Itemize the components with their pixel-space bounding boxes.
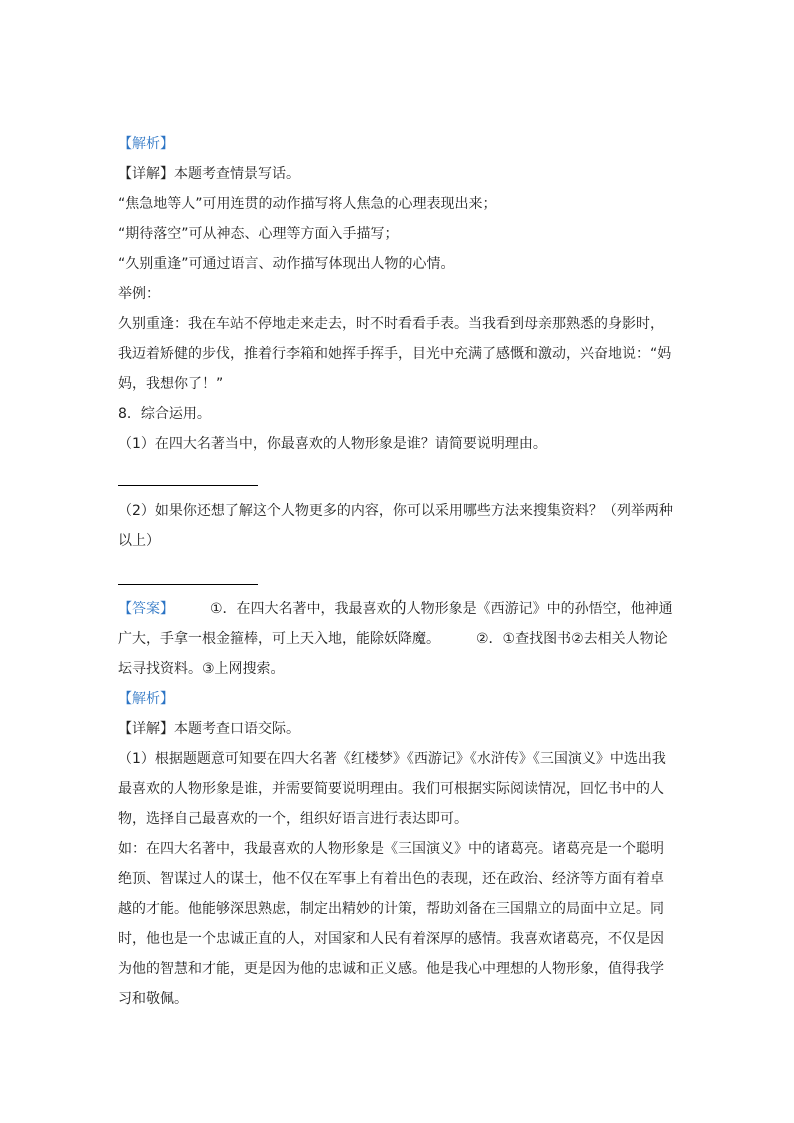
example-line-2: 我迈着矫健的步伐，推着行李箱和她挥手挥手，目光中充满了感慨和激动，兴奋地说：“妈	[118, 346, 672, 362]
detail-label-2: 【详解】	[118, 721, 174, 737]
detail-line-2	[118, 716, 674, 742]
para1-line-3: 物，选择自己最喜欢的一个，组织好语言进行表达即可。	[118, 811, 468, 827]
para2-line-3: 越的才能。他能够深思熟虑，制定出精妙的计策，帮助刘备在三国鼎立的局面中立足。同	[118, 901, 664, 917]
example-line-1: 久别重逢：我在车站不停地走来走去，时不时看看手表。当我看到母亲那熟悉的身影时，	[118, 316, 664, 332]
answer-text-1b: 的	[390, 598, 407, 617]
answer-line-3: 坛寻找资料。③上网搜索。	[118, 661, 285, 677]
point-line-3: “久别重逢”可通过语言、动作描写体现出人物的心情。	[118, 256, 455, 272]
example-line-3: 妈，我想你了！”	[118, 376, 224, 392]
question-8-part-2-line-2: 以上）	[118, 533, 160, 549]
answer-text-2a: 广大，手拿一根金箍棒，可上天入地，能除妖降魔。	[118, 631, 440, 647]
answer-text-1a: ①．在四大名著中，我最喜欢	[210, 601, 391, 617]
answer-line-1	[118, 595, 674, 622]
question-8-title: 8．综合运用。	[118, 406, 211, 422]
answer-content	[118, 131, 674, 1012]
answer-line-2	[118, 626, 674, 652]
para2-line-1: 如：在四大名著中，我最喜欢的人物形象是《三国演义》中的诸葛亮。诸葛亮是一个聪明	[118, 841, 664, 857]
analysis-heading-2: 【解析】	[118, 691, 174, 707]
para1-line-1: （1）根据题题意可知要在四大名著《红楼梦》《西游记》《水浒传》《三国演义》中选出我	[118, 751, 666, 767]
answer-label: 【答案】	[118, 601, 174, 617]
analysis-heading: 【解析】	[118, 136, 174, 152]
para2-line-4: 时，他也是一个忠诚正直的人，对国家和人民有着深厚的感情。我喜欢诸葛亮，不仅是因	[118, 931, 664, 947]
detail-text: 本题考查情景写话。	[174, 166, 300, 182]
question-8-part-2-line-1: （2）如果你还想了解这个人物更多的内容，你可以采用哪些方法来搜集资料？（列举两种	[118, 503, 673, 519]
para1-line-2: 最喜欢的人物形象是谁，并需要简要说明理由。我们可根据实际阅读情况，回忆书中的人	[118, 781, 664, 797]
detail-text-2: 本题考查口语交际。	[174, 721, 300, 737]
point-line-2: “期待落空”可从神态、心理等方面入手描写；	[118, 226, 399, 242]
answer-text-2b: ②．①查找图书②去相关人物论	[476, 631, 668, 647]
answer-blank-2	[118, 584, 258, 585]
detail-label: 【详解】	[118, 166, 174, 182]
detail-line	[118, 161, 674, 187]
answer-text-1c: 人物形象是《西游记》中的孙悟空，他神通	[406, 601, 673, 617]
point-line-1: “焦急地等人”可用连贯的动作描写将人焦急的心理表现出来；	[118, 196, 497, 212]
para2-line-6: 习和敬佩。	[118, 991, 188, 1007]
question-8-part-1: （1）在四大名著当中，你最喜欢的人物形象是谁？请简要说明理由。	[118, 436, 547, 452]
para2-line-2: 绝顶、智谋过人的谋士，他不仅在军事上有着出色的表现，还在政治、经济等方面有着卓	[118, 871, 664, 887]
para2-line-5: 为他的智慧和才能，更是因为他的忠诚和正义感。他是我心中理想的人物形象，值得我学	[118, 961, 664, 977]
answer-blank-1	[118, 485, 258, 486]
example-label: 举例：	[118, 286, 160, 302]
